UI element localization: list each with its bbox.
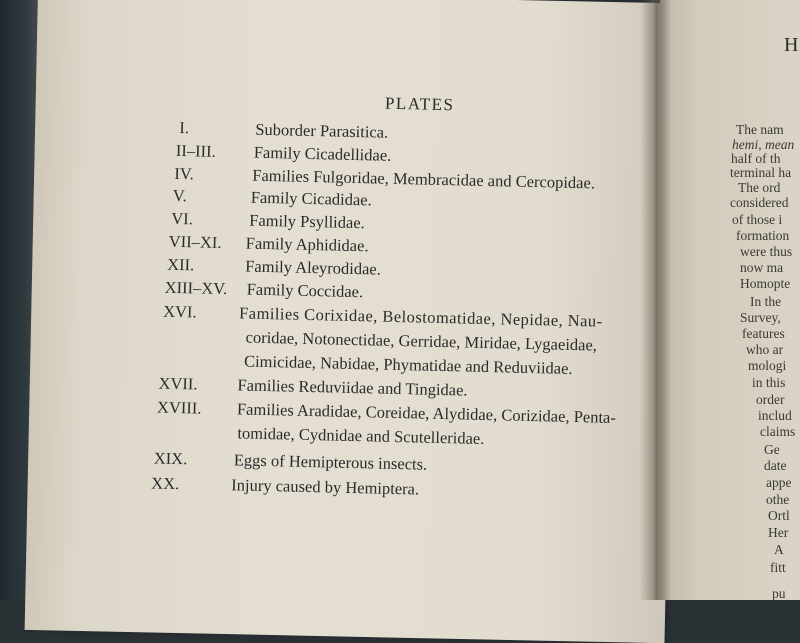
facing-line: of those i: [732, 212, 783, 227]
facing-line: appe: [766, 475, 792, 490]
facing-line: date: [764, 458, 787, 473]
facing-line: pu: [772, 586, 786, 600]
plate-description: Injury caused by Hemiptera.: [231, 475, 420, 499]
plate-description: Eggs of Hemipterous insects.: [233, 450, 428, 474]
plate-description-continued: coridae, Notonectidae, Gerridae, Miridae, Lygaeidae,: [245, 327, 598, 355]
facing-line: Ge: [764, 442, 780, 457]
facing-line: A: [774, 542, 784, 557]
plate-numeral: V.: [172, 185, 187, 206]
plate-description: Families Reduviidae and Tingidae.: [237, 375, 468, 400]
facing-line: claims: [760, 424, 796, 439]
facing-line: Homopte: [740, 276, 791, 291]
plate-description: Suborder Parasitica.: [255, 119, 389, 142]
plate-numeral: I.: [179, 117, 190, 138]
plate-description: Family Cicadellidae.: [253, 142, 392, 165]
facing-line: considered: [730, 195, 789, 210]
plate-description-continued: tomidae, Cydnidae and Scutelleridae.: [237, 423, 485, 448]
facing-line: Ortl: [768, 508, 790, 523]
facing-line: now ma: [740, 260, 784, 275]
plate-description: Families Fulgoridae, Membracidae and Cercopidae.: [252, 165, 596, 193]
facing-line: features: [742, 326, 785, 341]
plate-numeral: XVIII.: [156, 397, 202, 418]
facing-line: who ar: [746, 342, 784, 357]
plate-numeral: IV.: [174, 163, 194, 184]
facing-line: formation: [736, 228, 790, 243]
plate-description: Family Aleyrodidae.: [245, 256, 382, 279]
plate-description: Family Cicadidae.: [250, 187, 372, 210]
facing-line: terminal ha: [730, 165, 792, 180]
plate-description: Families Aradidae, Coreidae, Alydidae, Corizidae, Penta-: [236, 399, 617, 427]
facing-line: othe: [766, 492, 790, 507]
facing-line: fitt: [770, 560, 786, 575]
plate-numeral: II–III.: [175, 140, 216, 161]
facing-line: includ: [758, 408, 792, 423]
facing-line: Her: [768, 525, 789, 540]
facing-line: mologi: [748, 358, 787, 373]
page-title: PLATES: [384, 93, 455, 115]
facing-line: Survey,: [740, 310, 781, 325]
plate-numeral: XIII–XV.: [164, 277, 228, 299]
facing-line: order: [756, 392, 785, 407]
facing-line: half of th: [731, 151, 781, 166]
plate-numeral: XVII.: [158, 373, 198, 394]
facing-line: in this: [752, 375, 786, 390]
plate-description: Families Corixidae, Belostomatidae, Nepidae, Nau-: [238, 303, 603, 331]
facing-page-heading: H: [784, 34, 799, 56]
facing-line: The ord: [738, 180, 781, 195]
plate-numeral: XX.: [151, 473, 180, 494]
plate-description: Family Psyllidae.: [249, 210, 365, 233]
plate-numeral: XII.: [167, 254, 195, 275]
facing-line: were thus: [740, 244, 793, 259]
facing-line: hemi, mean: [732, 137, 795, 152]
plate-numeral: VI.: [171, 208, 194, 229]
plate-numeral: XVI.: [162, 301, 197, 322]
facing-line: The nam: [736, 122, 784, 137]
facing-line: In the: [750, 294, 782, 309]
plate-description-continued: Cimicidae, Nabidae, Phymatidae and Reduviidae.: [243, 351, 573, 378]
plate-description: Family Aphididae.: [245, 233, 369, 256]
plate-numeral: XIX.: [153, 448, 188, 469]
plate-numeral: VII–XI.: [168, 231, 222, 252]
plate-description: Family Coccidae.: [246, 279, 364, 302]
